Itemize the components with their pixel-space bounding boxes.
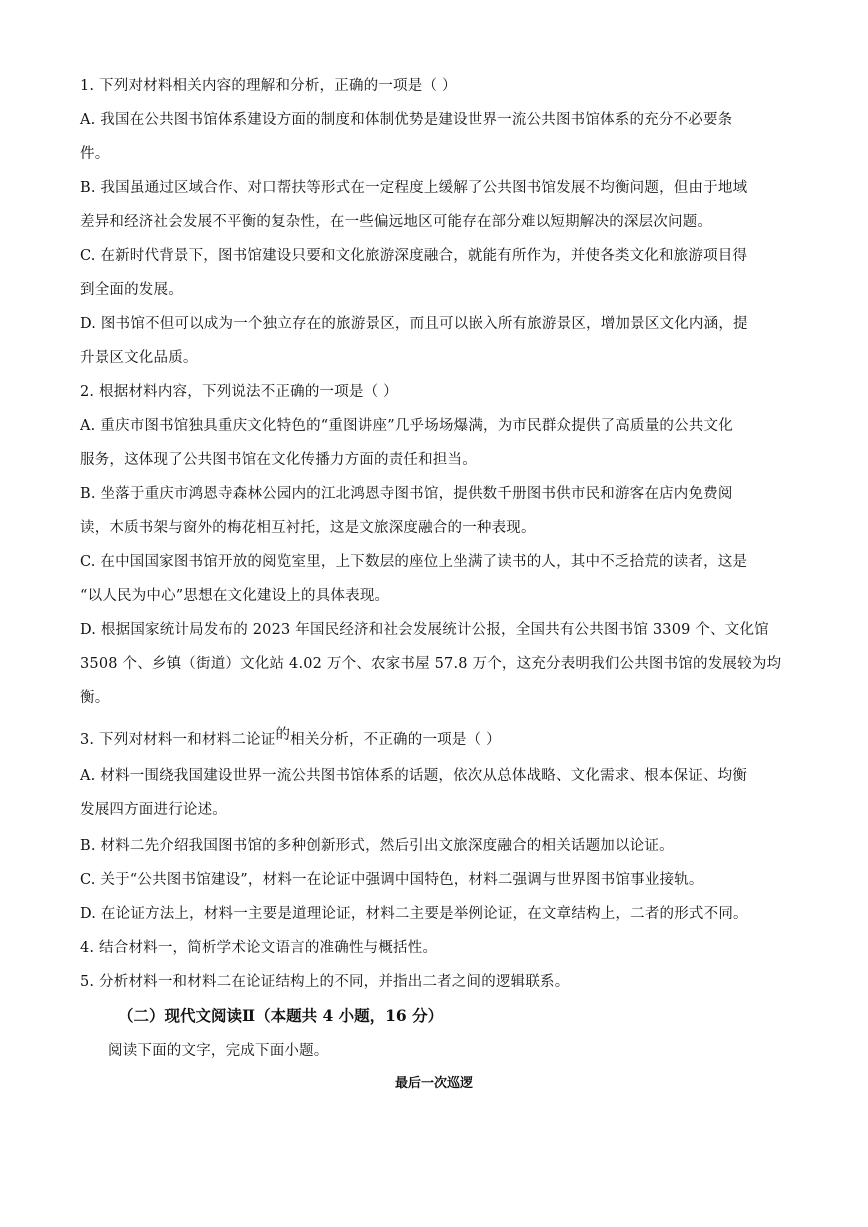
question-2-option-c-line-2: “以人民为中心”思想在文化建设上的具体表现。 xyxy=(80,588,390,604)
question-1-option-a-line-2: 件。 xyxy=(80,146,110,162)
question-2-option-c-line-1: C. 在中国国家图书馆开放的阅览室里，上下数层的座位上坐满了读书的人，其中不乏拾荒的读者，这是 xyxy=(80,554,748,570)
question-3-option-a-line-2: 发展四方面进行论述。 xyxy=(80,802,227,818)
question-3-option-b: B. 材料二先介绍我国图书馆的多种创新形式，然后引出文旅深度融合的相关话题加以论证。 xyxy=(80,838,674,854)
question-2-option-a-line-2: 服务，这体现了公共图书馆在文化传播力方面的责任和担当。 xyxy=(80,452,477,468)
question-2-option-d-line-2: 3508 个、乡镇（街道）文化站 4.02 万个、农家书屋 57.8 万个，这充分表明我们公共图书馆的发展较为均 xyxy=(80,656,782,672)
question-3-stem-part-1: 3. 下列对材料一和材料二论证 xyxy=(80,732,276,748)
question-2-option-d-line-3: 衡。 xyxy=(80,690,110,706)
question-1-option-d-line-1: D. 图书馆不但可以成为一个独立存在的旅游景区，而且可以嵌入所有旅游景区，增加景区文化内涵，提 xyxy=(80,316,748,332)
section-heading: （二）现代文阅读Ⅱ（本题共 4 小题，16 分） xyxy=(118,1006,444,1025)
question-2-option-b-line-1: B. 坐落于重庆市鸿恩寺森林公园内的江北鸿恩寺图书馆，提供数千册图书供市民和游客在店内免费阅 xyxy=(80,486,733,502)
article-title: 最后一次巡逻 xyxy=(394,1076,473,1091)
question-3-option-a-line-1: A. 材料一围绕我国建设世界一流公共图书馆体系的话题，依次从总体战略、文化需求、根本保证、均衡 xyxy=(80,768,748,784)
question-3-option-c: C. 关于“公共图书馆建设”，材料一在论证中强调中国特色，材料二强调与世界图书馆事业接轨。 xyxy=(80,872,704,888)
question-2-option-a-line-1: A. 重庆市图书馆独具重庆文化特色的“重图讲座”几乎场场爆满，为市民群众提供了高质量的公共文化 xyxy=(80,418,733,434)
question-2-stem: 2. 根据材料内容，下列说法不正确的一项是（ ） xyxy=(80,384,398,400)
question-1-option-c-line-1: C. 在新时代背景下，图书馆建设只要和文化旅游深度融合，就能有所作为，并使各类文化和旅游项目得 xyxy=(80,248,748,264)
question-1-option-a-line-1: A. 我国在公共图书馆体系建设方面的制度和体制优势是建设世界一流公共图书馆体系的充分不必要条 xyxy=(80,112,733,128)
question-2-option-b-line-2: 读，木质书架与窗外的梅花相互衬托，这是文旅深度融合的一种表现。 xyxy=(80,520,536,536)
question-2-option-d-line-1: D. 根据国家统计局发布的 2023 年国民经济和社会发展统计公报，全国共有公共图书馆 3309 个、文化馆 xyxy=(80,622,769,638)
reading-instruction: 阅读下面的文字，完成下面小题。 xyxy=(108,1043,329,1059)
question-3-stem-raised-char: 的 xyxy=(275,727,291,743)
question-4: 4. 结合材料一，简析学术论文语言的准确性与概括性。 xyxy=(80,940,438,956)
question-1-option-b-line-1: B. 我国虽通过区域合作、对口帮扶等形式在一定程度上缓解了公共图书馆发展不均衡问题，但由于地域 xyxy=(80,180,748,196)
question-3-option-d: D. 在论证方法上，材料一主要是道理论证，材料二主要是举例论证，在文章结构上，二者的形式不同。 xyxy=(80,906,748,922)
question-1-option-c-line-2: 到全面的发展。 xyxy=(80,282,183,298)
question-1-option-d-line-2: 升景区文化品质。 xyxy=(80,350,198,366)
question-5: 5. 分析材料一和材料二在论证结构上的不同，并指出二者之间的逻辑联系。 xyxy=(80,974,570,990)
question-1-option-b-line-2: 差异和经济社会发展不平衡的复杂性，在一些偏远地区可能存在部分难以短期解决的深层次问题。 xyxy=(80,214,713,230)
question-1-stem: 1. 下列对材料相关内容的理解和分析，正确的一项是（ ） xyxy=(80,78,457,94)
question-3-stem-part-2: 相关分析，不正确的一项是（ ） xyxy=(290,732,501,748)
question-3-stem xyxy=(80,727,792,750)
